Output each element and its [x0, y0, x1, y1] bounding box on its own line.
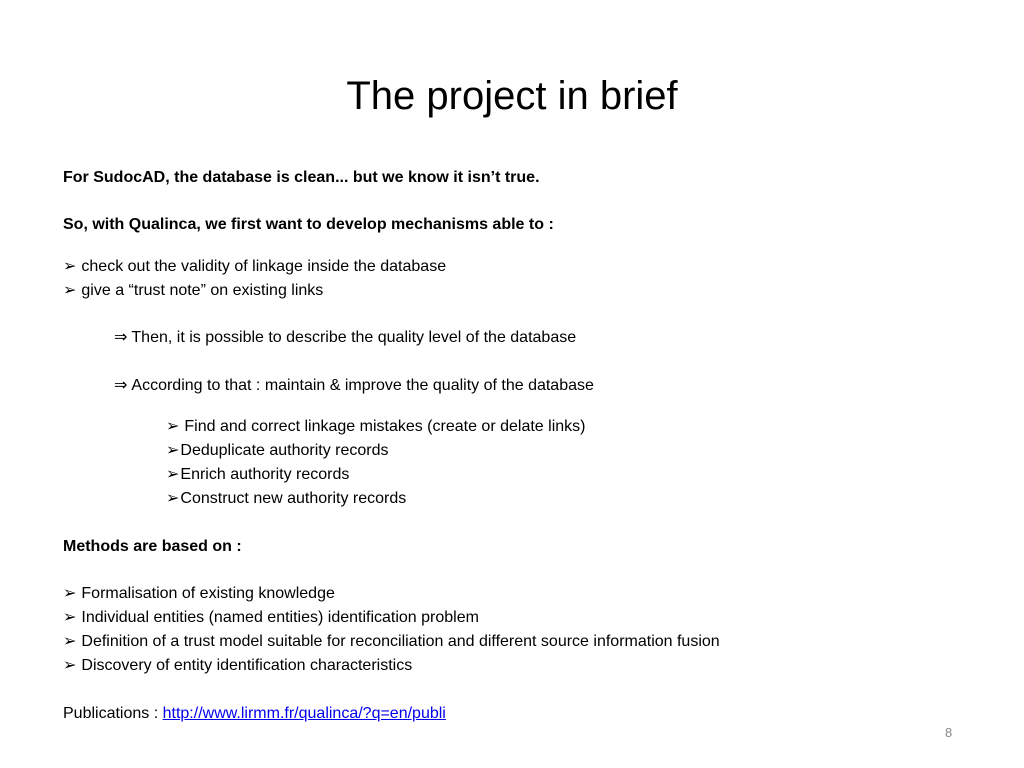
goal-item — [63, 280, 323, 302]
slide-title: The project in brief — [346, 74, 678, 118]
action-item — [166, 416, 585, 438]
action-item — [166, 440, 389, 462]
method-item — [63, 607, 479, 629]
implication-line — [114, 327, 576, 349]
arrowhead-bullet-icon: ➢ — [63, 657, 77, 674]
arrowhead-bullet-icon: ➢ — [63, 258, 77, 275]
methods-heading: Methods are based on : — [63, 538, 242, 555]
action-item — [166, 488, 406, 510]
arrowhead-bullet-icon: ➢ — [63, 633, 77, 650]
implies-arrow-icon: ⇒ — [114, 377, 128, 394]
publications-line — [63, 703, 446, 725]
method-item — [63, 583, 335, 605]
publications-link[interactable]: http://www.lirmm.fr/qualinca/?q=en/publi — [162, 705, 446, 722]
intro-sudocad: For SudocAD, the database is clean... but we know it isn’t true. — [63, 169, 540, 186]
arrowhead-bullet-icon: ➢ — [166, 466, 180, 483]
arrowhead-bullet-icon: ➢ — [166, 442, 180, 459]
goal-item-label: give a “trust note” on existing links — [81, 282, 324, 299]
implication-line — [114, 375, 594, 397]
page-number: 8 — [945, 725, 953, 740]
method-item-label: Formalisation of existing knowledge — [81, 585, 335, 602]
implies-arrow-icon: ⇒ — [114, 329, 128, 346]
publications-label: Publications : — [63, 705, 163, 722]
action-item-label: Construct new authority records — [180, 490, 407, 507]
method-item-label: Definition of a trust model suitable for reconciliation and different source information fusion — [81, 633, 720, 650]
implication-label: According to that : maintain & improve the quality of the database — [131, 377, 594, 394]
implication-label: Then, it is possible to describe the quality level of the database — [131, 329, 577, 346]
method-item-label: Individual entities (named entities) identification problem — [81, 609, 479, 626]
arrowhead-bullet-icon: ➢ — [63, 585, 77, 602]
arrowhead-bullet-icon: ➢ — [63, 609, 77, 626]
method-item — [63, 631, 720, 653]
method-item — [63, 655, 412, 677]
action-item — [166, 464, 349, 486]
arrowhead-bullet-icon: ➢ — [63, 282, 77, 299]
goal-item — [63, 256, 446, 278]
arrowhead-bullet-icon: ➢ — [166, 490, 180, 507]
method-item-label: Discovery of entity identification characteristics — [81, 657, 413, 674]
action-item-label: Deduplicate authority records — [180, 442, 389, 459]
intro-qualinca: So, with Qualinca, we first want to develop mechanisms able to : — [63, 216, 554, 233]
action-item-label: Enrich authority records — [180, 466, 350, 483]
goal-item-label: check out the validity of linkage inside the database — [81, 258, 447, 275]
action-item-label: Find and correct linkage mistakes (create or delate links) — [184, 418, 586, 435]
arrowhead-bullet-icon: ➢ — [166, 418, 180, 435]
